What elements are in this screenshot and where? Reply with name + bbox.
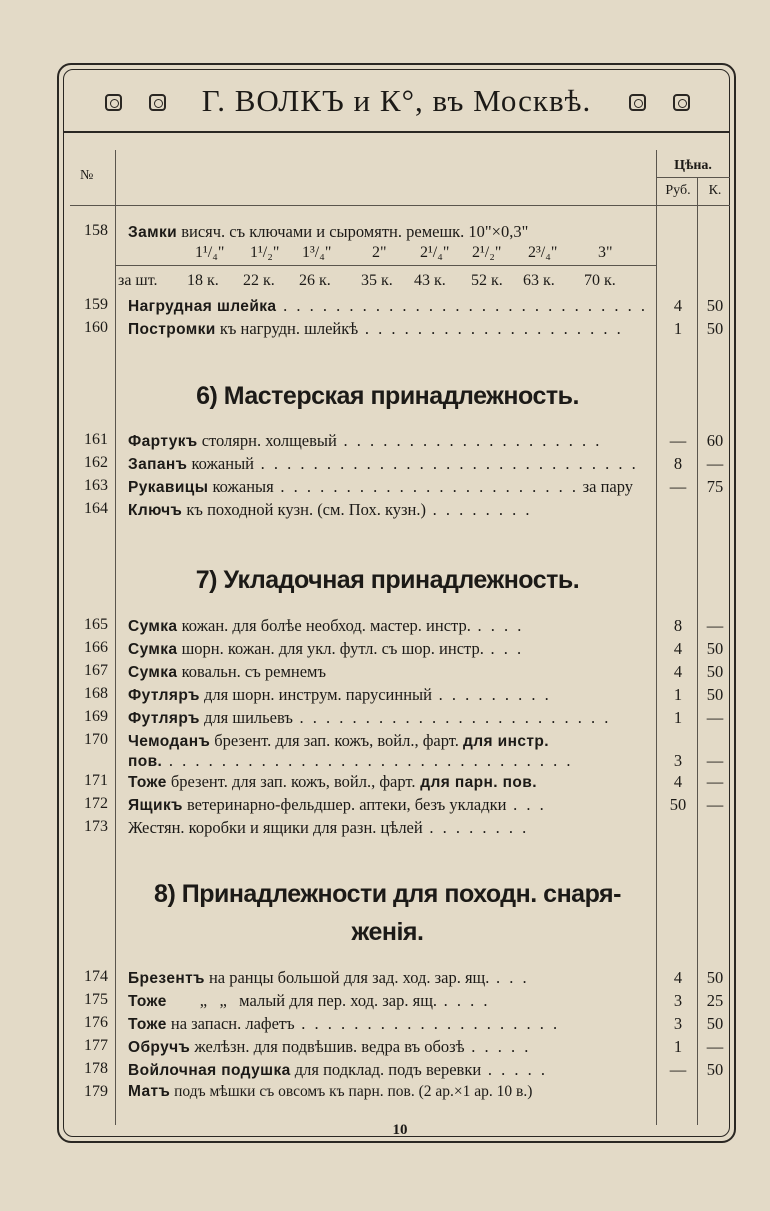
page-number: 10	[392, 1122, 408, 1138]
section-heading-7: 7) Укладочная принадлежность.	[195, 566, 580, 594]
column-header-kop: К.	[708, 183, 722, 198]
header-rule	[656, 177, 730, 178]
section-heading-8: 8) Принадлежности для походн. снаря-	[154, 880, 621, 908]
row-rule	[115, 265, 656, 266]
header-rule	[70, 205, 730, 206]
section-heading-6: 6) Мастерская принадлежность.	[196, 382, 579, 410]
column-header-number: №	[80, 168, 94, 183]
column-rule	[115, 150, 116, 1125]
section-heading-8-cont: женія.	[351, 918, 424, 946]
page-title: Г. ВОЛКЪ и К°, въ Москвѣ.	[201, 83, 592, 118]
column-header-price: Цѣна.	[674, 158, 712, 173]
header	[63, 69, 730, 133]
column-header-rub: Руб.	[665, 183, 691, 198]
column-rule	[656, 150, 657, 1125]
